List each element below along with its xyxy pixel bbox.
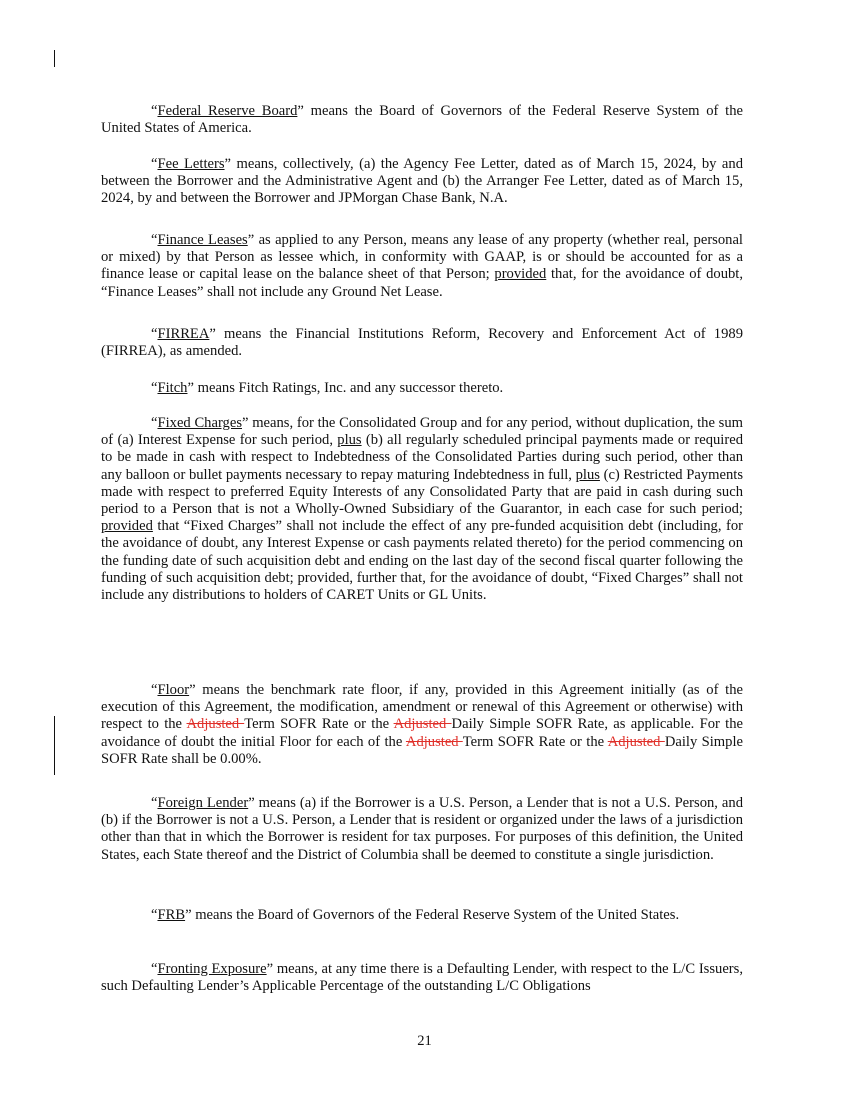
definition-fronting-exposure: “Fronting Exposure” means, at any time there is a Defaulting Lender, with respect to the L/C Issuers, such Defaulting Lender’s Applicable Percentage of the outstanding L/C Obligations [101,961,743,995]
deleted-text: Adjusted [405,733,463,750]
definition-federal-reserve-board: “Federal Reserve Board” means the Board of Governors of the Federal Reserve System of the United States of America. [101,103,743,137]
underlined-word: plus [337,432,362,449]
definition-text: Term SOFR Rate or the [244,716,394,733]
definition-text: (b) all regularly scheduled principal payments made or required to be made in cash with respect to Indebtedness of the Consolidated Parties during such period, other than any balloon or bullet payments necessary to repay maturing Indebtedness in full, [101,432,743,483]
definition-fee-letters: “Fee Letters” means, collectively, (a) the Agency Fee Letter, dated as of March 15, 2024, by and between the Borrower and the Administrative Agent and (b) the Arranger Fee Letter, dated as of March 15, 2024, by and between the Borrower and JPMorgan Chase Bank, N.A. [101,156,743,207]
definition-text: that “Fixed Charges” shall not include the effect of any pre-funded acquisition debt (including, for the avoidance of doubt, any Interest Expense or cash payments related thereto) for the period commencing on the funding date of such acquisition debt and ending on the last day of the second fiscal quarter following the funding of such acquisition debt; provided, further that, for the avoidance of doubt, “Fixed Charges” shall not include any distributions to holders of CARET Units or GL Units. [101,518,743,604]
definition-text: means (a) if the Borrower is a U.S. Person, a Lender that is not a U.S. Person, and (b) if the Borrower is not a U.S. Person, a Lender that is resident or organized under the laws of a jurisdiction other than that in which the Borrower is resident for tax purposes. For purposes of this definition, the United States, each State thereof and the District of Columbia shall be deemed to constitute a single jurisdiction. [101,795,743,863]
definition-text: Daily Simple SOFR Rate shall be 0.00%. [101,733,743,767]
deleted-text: Adjusted [393,716,452,733]
defined-term: FRB [157,907,186,923]
defined-term: Floor [157,682,190,698]
defined-term: Fitch [157,380,188,396]
definition-firrea: “FIRREA” means the Financial Institutions Reform, Recovery and Enforcement Act of 1989 (FIRREA), as amended. [101,326,743,360]
defined-term: Federal Reserve Board [157,103,298,119]
definition-text: Term SOFR Rate or the [462,733,608,750]
defined-term: FIRREA [157,326,210,342]
definition-floor: “Floor” means the benchmark rate floor, if any, provided in this Agreement initially (as of the execution of this Agreement, the modification, amendment or renewal of this Agreement or otherwise) with respect to the Adjusted Term SOFR Rate or the Adjusted Daily Simple SOFR Rate, as applicable. For the avoidance of doubt the initial Floor for each of the Adjusted Term SOFR Rate or the Adjusted Daily Simple SOFR Rate shall be 0.00%. [101,682,743,767]
definition-text: means the Board of Governors of the Federal Reserve System of the United States of America. [101,103,743,137]
definition-text: means Fitch Ratings, Inc. and any successor thereto. [193,380,504,396]
definition-text: Daily Simple SOFR Rate, as applicable. For the avoidance of doubt the initial Floor for each of the [101,716,743,750]
definition-text: means the benchmark rate floor, if any, provided in this Agreement initially (as of the execution of this Agreement, the modification, amendment or renewal of this Agreement or otherwise) with respect to the [101,682,743,733]
underlined-word: provided [101,518,153,535]
definition-text: means, for the Consolidated Group and for any period, without duplication, the sum of (a) Interest Expense for such period, [101,415,743,449]
definition-text: as applied to any Person, means any lease of any property (whether real, personal or mixed) by that Person as lessee which, in conformity with GAAP, is or should be accounted for as a finance lease or capital lease on the balance sheet of that Person; [101,232,743,283]
defined-term: Fronting Exposure [157,961,267,977]
definition-text: means the Board of Governors of the Federal Reserve System of the United States. [191,907,680,923]
defined-term: Fixed Charges [157,415,242,431]
page-number: 21 [417,1033,432,1049]
definition-text: means, at any time there is a Defaulting Lender, with respect to the L/C Issuers, such Defaulting Lender’s Applicable Percentage of the outstanding L/C Obligations [101,961,743,995]
deleted-text: Adjusted [607,733,665,750]
change-bar-floor [54,716,55,775]
definition-text: that, for the avoidance of doubt, “Finance Leases” shall not include any Ground Net Lease. [101,266,743,300]
definition-finance-leases: “Finance Leases” as applied to any Person, means any lease of any property (whether real, personal or mixed) by that Person as lessee which, in conformity with GAAP, is or should be accounted for as a finance lease or capital lease on the balance sheet of that Person; provided that, for the avoidance of doubt, “Finance Leases” shall not include any Ground Net Lease. [101,232,743,300]
definition-foreign-lender: “Foreign Lender” means (a) if the Borrower is a U.S. Person, a Lender that is not a U.S. Person, and (b) if the Borrower is not a U.S. Person, a Lender that is resident or organized under the laws of a jurisdiction other than that in which the Borrower is resident for tax purposes. For purposes of this definition, the United States, each State thereof and the District of Columbia shall be deemed to constitute a single jurisdiction. [101,795,743,863]
defined-term: Foreign Lender [157,795,249,811]
defined-term: Finance Leases [157,232,248,248]
definition-text: means the Financial Institutions Reform, Recovery and Enforcement Act of 1989 (FIRREA), as amended. [101,326,743,360]
change-bar-top [54,50,55,67]
definition-fixed-charges: “Fixed Charges” means, for the Consolidated Group and for any period, without duplication, the sum of (a) Interest Expense for such period, plus (b) all regularly scheduled principal payments made or required to be made in cash with respect to Indebtedness of the Consolidated Parties during such period, other than any balloon or bullet payments necessary to repay maturing Indebtedness in full, plus (c) Restricted Payments made with respect to preferred Equity Interests of any Consolidated Party that are paid in cash during such period to a Person that is not a Wholly-Owned Subsidiary of the Guarantor, in each case for such period; provided that “Fixed Charges” shall not include the effect of any pre-funded acquisition debt (including, for the avoidance of doubt, any Interest Expense or cash payments related thereto) for the period commencing on the funding date of such acquisition debt and ending on the last day of the second fiscal quarter following the funding of such acquisition debt; provided, further that, for the avoidance of doubt, “Fixed Charges” shall not include any distributions to holders of CARET Units or GL Units. [101,415,744,604]
underlined-word: provided [494,266,547,283]
definition-fitch: “Fitch” means Fitch Ratings, Inc. and any successor thereto. [151,380,504,396]
underlined-word: plus [575,466,600,483]
definition-text: means, collectively, (a) the Agency Fee Letter, dated as of March 15, 2024, by and between the Borrower and the Administrative Agent and (b) the Arranger Fee Letter, dated as of March 15, 2024, by and between the Borrower and JPMorgan Chase Bank, N.A. [101,156,743,207]
definition-frb: “FRB” means the Board of Governors of the Federal Reserve System of the United States. [151,907,680,923]
deleted-text: Adjusted [186,716,245,733]
defined-term: Fee Letters [157,156,225,172]
definition-text: (c) Restricted Payments made with respect to preferred Equity Interests of any Consolidated Party that are paid in cash during such period to a Person that is not a Wholly-Owned Subsidiary of the Guarantor, in each case for such period; [101,466,744,518]
